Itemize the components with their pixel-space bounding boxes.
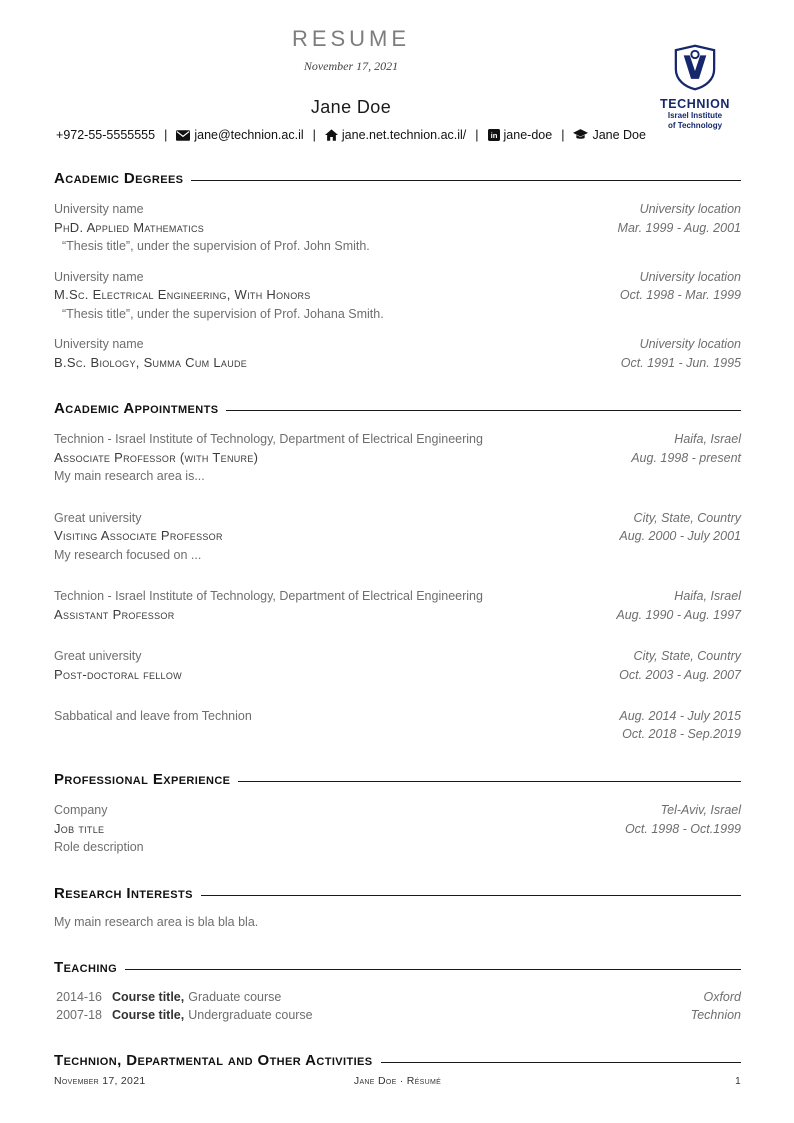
- position-dates: Aug. 2000 - July 2001: [619, 529, 741, 543]
- teaching-entry: [54, 988, 741, 1006]
- section-rule: [191, 180, 741, 181]
- section-title: Academic Degrees: [54, 170, 184, 187]
- section-rule: [381, 1062, 741, 1063]
- website-url: jane.net.technion.ac.il/: [341, 128, 467, 142]
- degree-entry: [54, 269, 741, 324]
- appointment-entry: [54, 648, 741, 684]
- section-research-interests: [54, 885, 741, 932]
- degree-title: PhD. Applied Mathematics: [54, 219, 205, 235]
- institution-name: University name: [54, 337, 144, 351]
- section-rule: [125, 969, 741, 970]
- contact-separator: |: [561, 128, 565, 142]
- contact-email-link[interactable]: [176, 128, 303, 142]
- page-footer: [54, 1075, 741, 1087]
- research-interests-text: My main research area is bla bla bla.: [54, 914, 259, 929]
- footer-date: November 17, 2021: [54, 1075, 146, 1087]
- graduation-cap-icon: [573, 129, 588, 141]
- section-academic-degrees: [54, 170, 741, 372]
- appointment-entry: [54, 588, 741, 624]
- appointment-entry: [54, 510, 741, 565]
- institution-location: Haifa, Israel: [674, 432, 741, 446]
- home-icon: [325, 129, 338, 141]
- course-location: Oxford: [703, 990, 741, 1004]
- experience-entry: [54, 802, 741, 857]
- linkedin-handle: jane-doe: [503, 128, 553, 142]
- job-title: Job title: [54, 820, 105, 836]
- institution-location: City, State, Country: [633, 649, 741, 663]
- contact-scholar-link[interactable]: [573, 128, 646, 142]
- degree-dates: Oct. 1998 - Mar. 1999: [619, 288, 741, 302]
- page-number: 1: [735, 1076, 741, 1087]
- course-years: 2007-18: [56, 1008, 102, 1022]
- job-note: Role description: [54, 840, 144, 854]
- institution-name: University name: [54, 269, 144, 284]
- institution-name: University name: [54, 202, 144, 216]
- contact-separator: |: [164, 128, 168, 142]
- position-dates: Aug. 1990 - Aug. 1997: [616, 607, 741, 622]
- contact-phone: [56, 128, 155, 142]
- contact-separator: |: [312, 128, 316, 142]
- institution-location: University location: [639, 337, 741, 351]
- section-rule: [238, 781, 741, 782]
- linkedin-icon: [488, 129, 500, 141]
- course-title: Course title,: [112, 990, 185, 1004]
- document-date: November 17, 2021: [303, 59, 399, 73]
- course-type: Graduate course: [188, 990, 282, 1004]
- degree-entry: [54, 336, 741, 372]
- institution-name: Great university: [54, 649, 142, 663]
- position-dates: Aug. 2014 - July 2015: [619, 709, 741, 723]
- course-location: Technion: [690, 1008, 741, 1022]
- section-title: Academic Appointments: [54, 400, 219, 417]
- company-name: Company: [54, 803, 108, 817]
- section-title: Teaching: [54, 959, 118, 976]
- position-note: My main research area is...: [54, 469, 205, 483]
- teaching-entry: [54, 1006, 741, 1024]
- institution-location: City, State, Country: [633, 510, 741, 525]
- person-name: Jane Doe: [310, 97, 392, 117]
- institution-name: Technion - Israel Institute of Technology, Department of Electrical Engineering: [54, 432, 483, 446]
- section-rule: [201, 895, 741, 896]
- degree-title: M.Sc. Electrical Engineering, With Honors: [54, 287, 311, 302]
- section-academic-appointments: [54, 400, 741, 743]
- position-dates: Aug. 1998 - present: [631, 450, 741, 465]
- section-title: Professional Experience: [54, 771, 231, 788]
- institution-name: Technion - Israel Institute of Technology, Department of Electrical Engineering: [54, 589, 483, 603]
- course-years: 2014-16: [56, 990, 102, 1004]
- section-activities: [54, 1052, 741, 1069]
- institution-location: University location: [639, 269, 741, 284]
- section-title: Research Interests: [54, 884, 193, 902]
- degree-note: “Thesis title”, under the supervision of Prof. John Smith.: [62, 239, 370, 253]
- document-title: RESUME: [291, 26, 411, 51]
- degree-dates: Oct. 1991 - Jun. 1995: [620, 355, 741, 370]
- svg-text:in: in: [490, 131, 497, 140]
- header: [54, 26, 741, 142]
- contact-website-link[interactable]: [325, 128, 466, 142]
- contact-row: [54, 128, 648, 142]
- degree-note: “Thesis title”, under the supervision of Prof. Johana Smith.: [62, 306, 384, 321]
- footer-document-title: Jane Doe · Résumé: [353, 1075, 442, 1087]
- degree-entry: [54, 201, 741, 256]
- section-rule: [226, 410, 741, 411]
- appointment-entry: [54, 708, 741, 743]
- logo-subtitle-2: of Technology: [667, 121, 723, 131]
- contact-linkedin-link[interactable]: [488, 128, 553, 142]
- job-dates: Oct. 1998 - Oct.1999: [624, 821, 741, 836]
- phone-number: +972-55-5555555: [56, 128, 156, 142]
- position-title: Visiting Associate Professor: [54, 528, 223, 543]
- scholar-name: Jane Doe: [592, 128, 646, 142]
- appointment-description: Sabbatical and leave from Technion: [54, 709, 252, 723]
- course-type: Undergraduate course: [188, 1008, 313, 1022]
- position-dates: Oct. 2003 - Aug. 2007: [619, 667, 741, 682]
- position-title: Associate Professor (with Tenure): [54, 449, 259, 465]
- institution-location: Haifa, Israel: [674, 589, 741, 603]
- position-note: My research focused on ...: [54, 547, 202, 562]
- logo-subtitle-1: Israel Institute: [667, 111, 723, 120]
- section-title: Technion, Departmental and Other Activities: [54, 1052, 373, 1069]
- position-title: Assistant Professor: [54, 606, 175, 622]
- position-title: Post-doctoral fellow: [54, 666, 182, 682]
- technion-logo: [649, 44, 741, 132]
- logo-wordmark: TECHNION: [659, 97, 731, 111]
- appointment-entry: [54, 431, 741, 486]
- envelope-icon: [176, 130, 190, 141]
- position-dates: Oct. 2018 - Sep.2019: [622, 726, 741, 741]
- degree-dates: Mar. 1999 - Aug. 2001: [617, 220, 741, 235]
- company-location: Tel-Aviv, Israel: [660, 803, 741, 817]
- contact-separator: |: [475, 128, 479, 142]
- institution-name: Great university: [54, 510, 142, 525]
- section-teaching: [54, 959, 741, 1024]
- institution-location: University location: [639, 202, 741, 216]
- section-professional-experience: [54, 771, 741, 857]
- email-address: jane@technion.ac.il: [194, 128, 304, 142]
- course-title: Course title,: [112, 1008, 185, 1022]
- technion-shield-icon: [649, 44, 741, 96]
- degree-title: B.Sc. Biology, Summa Cum Laude: [54, 354, 248, 370]
